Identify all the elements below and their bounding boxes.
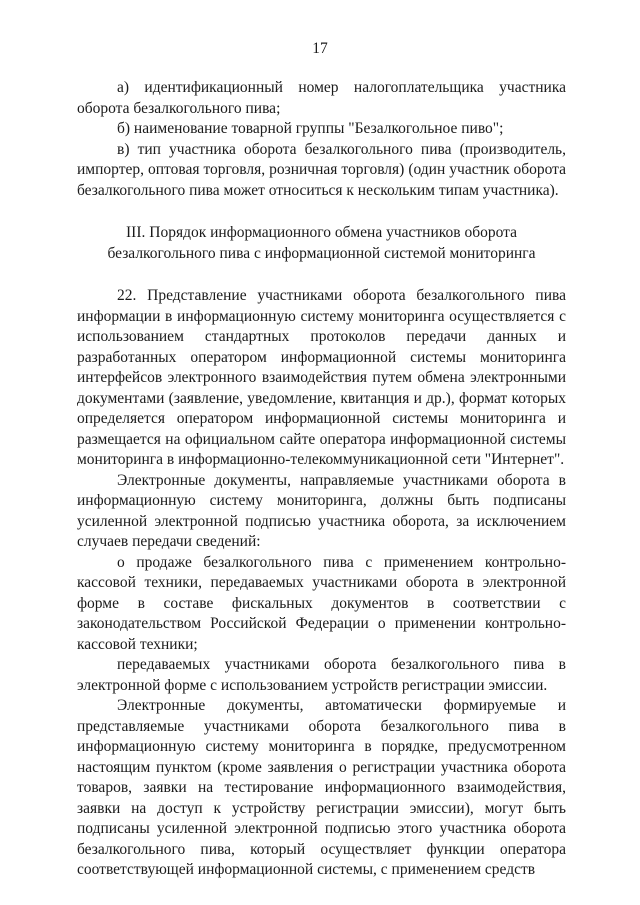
document-body xyxy=(77,78,566,881)
list-item-c: в) тип участника оборота безалкогольного пива (производитель, импортер, оптовая торговля, розничная торговля) (один участник оборота безалкогольного пива может относиться к нескольким типам участника). xyxy=(77,140,566,199)
paragraph-22: 22. Представление участниками оборота безалкогольного пива информации в информационную систему мониторинга осуществляется с использованием стандартных протоколов передачи данных и разработанных оператором информационной системы мониторинга интерфейсов электронного взаимодействия путем обмена электронными документами (заявление, уведомление, квитанция и др.), формат которых определяется оператором информационной системы мониторинга и размещается на официальном сайте оператора информационной системы мониторинга в информационно-телекоммуникационной сети "Интернет". xyxy=(77,287,566,468)
paragraph-exception-cash: о продаже безалкогольного пива с применением контрольно-кассовой техники, передаваемых участниками оборота в электронной форме в составе фискальных документов в соответствии с законодательством Российской Федерации о применении контрольно-кассовой техники; xyxy=(77,553,566,653)
page-number: 17 xyxy=(312,40,328,57)
section-heading: III. Порядок информационного обмена участников оборота безалкогольного пива с информационной системой мониторинга xyxy=(107,224,536,262)
paragraph-exception-emission: передаваемых участниками оборота безалкогольного пива в электронной форме с использованием устройств регистрации эмиссии. xyxy=(77,656,566,694)
paragraph-auto-documents: Электронные документы, автоматически формируемые и представляемые участниками оборота безалкогольного пива в информационную систему мониторинга в порядке, предусмотренном настоящим пунктом (кроме заявления о регистрации участника оборота товаров, заявки на тестирование информационного взаимодействия, заявки на доступ к устройству регистрации эмиссии), могут быть подписаны усиленной электронной подписью этого участника оборота безалкогольного пива, который осуществляет функции оператора соответствующей информационной системы, с применением средств xyxy=(77,697,566,878)
list-item-a: а) идентификационный номер налогоплательщика участника оборота безалкогольного пива; xyxy=(77,79,566,117)
paragraph-signature: Электронные документы, направляемые участниками оборота в информационную систему мониторинга, должны быть подписаны усиленной электронной подписью участника оборота, за исключением случаев передачи сведений: xyxy=(77,471,566,550)
list-item-b: б) наименование товарной группы "Безалкогольное пиво"; xyxy=(117,120,504,137)
